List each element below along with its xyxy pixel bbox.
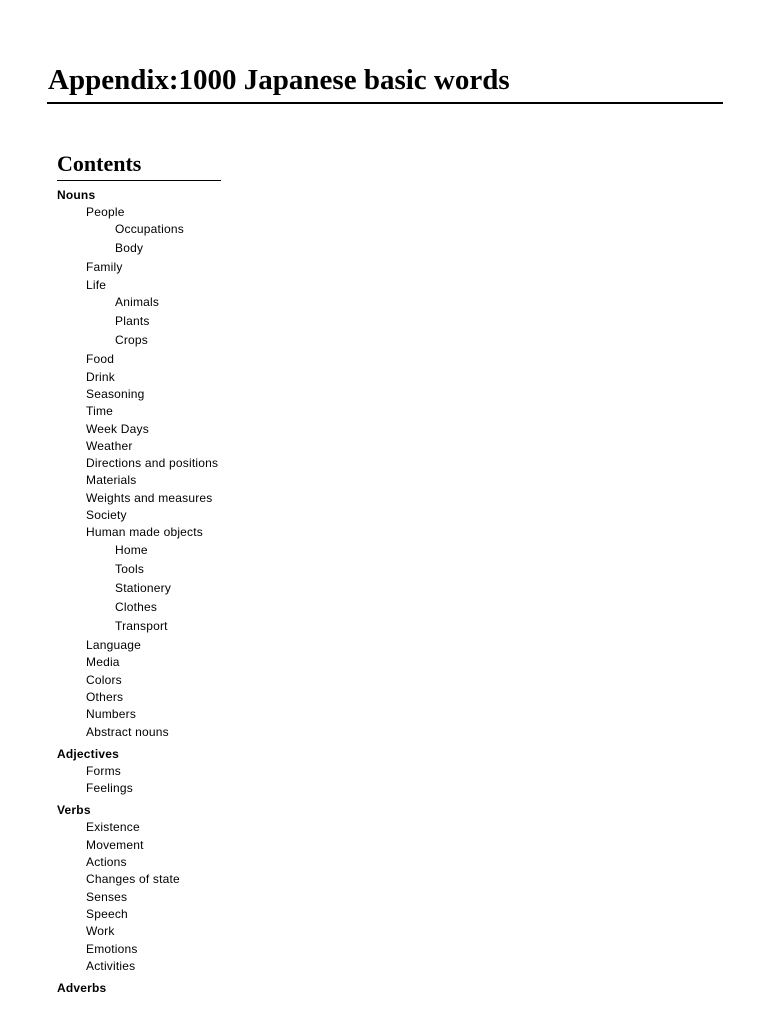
toc-link-weather[interactable]: Weather bbox=[86, 438, 133, 453]
toc-link-clothes[interactable]: Clothes bbox=[115, 599, 158, 614]
toc-link-activities[interactable]: Activities bbox=[86, 958, 136, 973]
toc-section-verbs bbox=[57, 802, 357, 975]
toc-item-home bbox=[86, 542, 357, 559]
toc-item-existence bbox=[57, 819, 357, 836]
toc-section-nouns bbox=[57, 187, 357, 741]
toc-link-people[interactable]: People bbox=[86, 205, 125, 219]
toc-heading-divider bbox=[57, 180, 221, 181]
toc-link-family[interactable]: Family bbox=[86, 260, 123, 275]
toc-item-animals bbox=[86, 294, 357, 311]
toc-item-colors bbox=[57, 672, 357, 689]
toc-item-society bbox=[57, 507, 357, 524]
toc-sublist bbox=[57, 204, 357, 741]
toc-item-abstract-nouns bbox=[57, 724, 357, 741]
toc-link-society[interactable]: Society bbox=[86, 508, 127, 523]
toc-link-others[interactable]: Others bbox=[86, 689, 124, 704]
toc-item-movement bbox=[57, 837, 357, 854]
toc-item-food bbox=[57, 351, 357, 368]
toc-subsublist bbox=[86, 542, 357, 635]
toc-item-feelings bbox=[57, 780, 357, 797]
toc-item-speech bbox=[57, 906, 357, 923]
toc-link-stationery[interactable]: Stationery bbox=[115, 580, 172, 595]
toc-item-language bbox=[57, 637, 357, 654]
toc-link-colors[interactable]: Colors bbox=[86, 672, 122, 687]
toc-item-people bbox=[57, 204, 357, 257]
toc-item-stationery bbox=[86, 580, 357, 597]
toc-list bbox=[57, 187, 357, 997]
toc-link-week-days[interactable]: Week Days bbox=[86, 421, 149, 436]
toc-item-drink bbox=[57, 369, 357, 386]
toc-item-media bbox=[57, 654, 357, 671]
toc-item-materials bbox=[57, 472, 357, 489]
toc-item-crops bbox=[86, 332, 357, 349]
toc-link-actions[interactable]: Actions bbox=[86, 855, 127, 870]
title-divider bbox=[47, 102, 723, 104]
toc-item-time bbox=[57, 403, 357, 420]
toc-link-animals[interactable]: Animals bbox=[115, 295, 160, 310]
toc-link-forms[interactable]: Forms bbox=[86, 763, 121, 778]
toc-item-weather bbox=[57, 438, 357, 455]
toc-link-drink[interactable]: Drink bbox=[86, 369, 116, 384]
toc-link-food[interactable]: Food bbox=[86, 352, 115, 367]
page-title: Appendix:1000 Japanese basic words bbox=[48, 64, 510, 96]
toc-link-life[interactable]: Life bbox=[86, 277, 107, 292]
toc-item-directions-and-positions bbox=[57, 455, 357, 472]
toc-link-human-made-objects[interactable]: Human made objects bbox=[86, 525, 203, 540]
toc-link-changes-of-state[interactable]: Changes of state bbox=[86, 872, 180, 887]
toc-link-transport[interactable]: Transport bbox=[115, 619, 168, 633]
toc-link-language[interactable]: Language bbox=[86, 638, 141, 653]
toc-link-media[interactable]: Media bbox=[86, 655, 120, 670]
toc-section-adverbs bbox=[57, 980, 357, 997]
toc-link-home[interactable]: Home bbox=[115, 542, 148, 557]
toc-item-body bbox=[86, 240, 357, 257]
toc-item-numbers bbox=[57, 706, 357, 723]
toc-item-activities bbox=[57, 958, 357, 975]
toc-link-feelings[interactable]: Feelings bbox=[86, 781, 133, 796]
table-of-contents bbox=[57, 150, 357, 997]
toc-link-adjectives[interactable]: Adjectives bbox=[57, 746, 120, 761]
toc-item-senses bbox=[57, 889, 357, 906]
toc-item-work bbox=[57, 923, 357, 940]
toc-item-weights-and-measures bbox=[57, 490, 357, 507]
toc-item-others bbox=[57, 689, 357, 706]
toc-item-human-made-objects bbox=[57, 524, 357, 635]
toc-link-verbs[interactable]: Verbs bbox=[57, 803, 91, 818]
toc-link-crops[interactable]: Crops bbox=[115, 333, 149, 348]
toc-link-adverbs[interactable]: Adverbs bbox=[57, 981, 107, 996]
toc-item-transport bbox=[86, 618, 357, 635]
toc-subsublist bbox=[86, 294, 357, 349]
toc-item-life bbox=[57, 277, 357, 350]
toc-link-existence[interactable]: Existence bbox=[86, 820, 140, 835]
toc-link-nouns[interactable]: Nouns bbox=[57, 188, 96, 202]
toc-link-emotions[interactable]: Emotions bbox=[86, 941, 138, 956]
toc-link-work[interactable]: Work bbox=[86, 924, 115, 939]
toc-subsublist bbox=[86, 221, 357, 257]
toc-item-actions bbox=[57, 854, 357, 871]
toc-link-abstract-nouns[interactable]: Abstract nouns bbox=[86, 724, 169, 739]
toc-item-seasoning bbox=[57, 386, 357, 403]
toc-item-week-days bbox=[57, 421, 357, 438]
toc-link-time[interactable]: Time bbox=[86, 404, 114, 419]
toc-link-plants[interactable]: Plants bbox=[115, 314, 150, 329]
toc-heading: Contents bbox=[57, 151, 142, 176]
toc-sublist bbox=[57, 763, 357, 798]
toc-link-weights-and-measures[interactable]: Weights and measures bbox=[86, 490, 213, 505]
toc-link-directions-and-positions[interactable]: Directions and positions bbox=[86, 456, 219, 471]
toc-item-occupations bbox=[86, 221, 357, 238]
toc-sublist bbox=[57, 819, 357, 975]
toc-item-changes-of-state bbox=[57, 871, 357, 888]
toc-link-tools[interactable]: Tools bbox=[115, 561, 145, 576]
toc-section-adjectives bbox=[57, 746, 357, 798]
toc-link-senses[interactable]: Senses bbox=[86, 889, 128, 904]
toc-item-emotions bbox=[57, 941, 357, 958]
toc-link-occupations[interactable]: Occupations bbox=[115, 222, 184, 237]
toc-link-numbers[interactable]: Numbers bbox=[86, 707, 137, 722]
toc-item-tools bbox=[86, 561, 357, 578]
toc-item-plants bbox=[86, 313, 357, 330]
toc-item-clothes bbox=[86, 599, 357, 616]
toc-link-materials[interactable]: Materials bbox=[86, 473, 137, 488]
toc-link-speech[interactable]: Speech bbox=[86, 906, 128, 921]
toc-link-movement[interactable]: Movement bbox=[86, 837, 144, 852]
toc-link-body[interactable]: Body bbox=[115, 241, 144, 256]
toc-link-seasoning[interactable]: Seasoning bbox=[86, 386, 145, 401]
toc-item-forms bbox=[57, 763, 357, 780]
toc-item-family bbox=[57, 259, 357, 276]
